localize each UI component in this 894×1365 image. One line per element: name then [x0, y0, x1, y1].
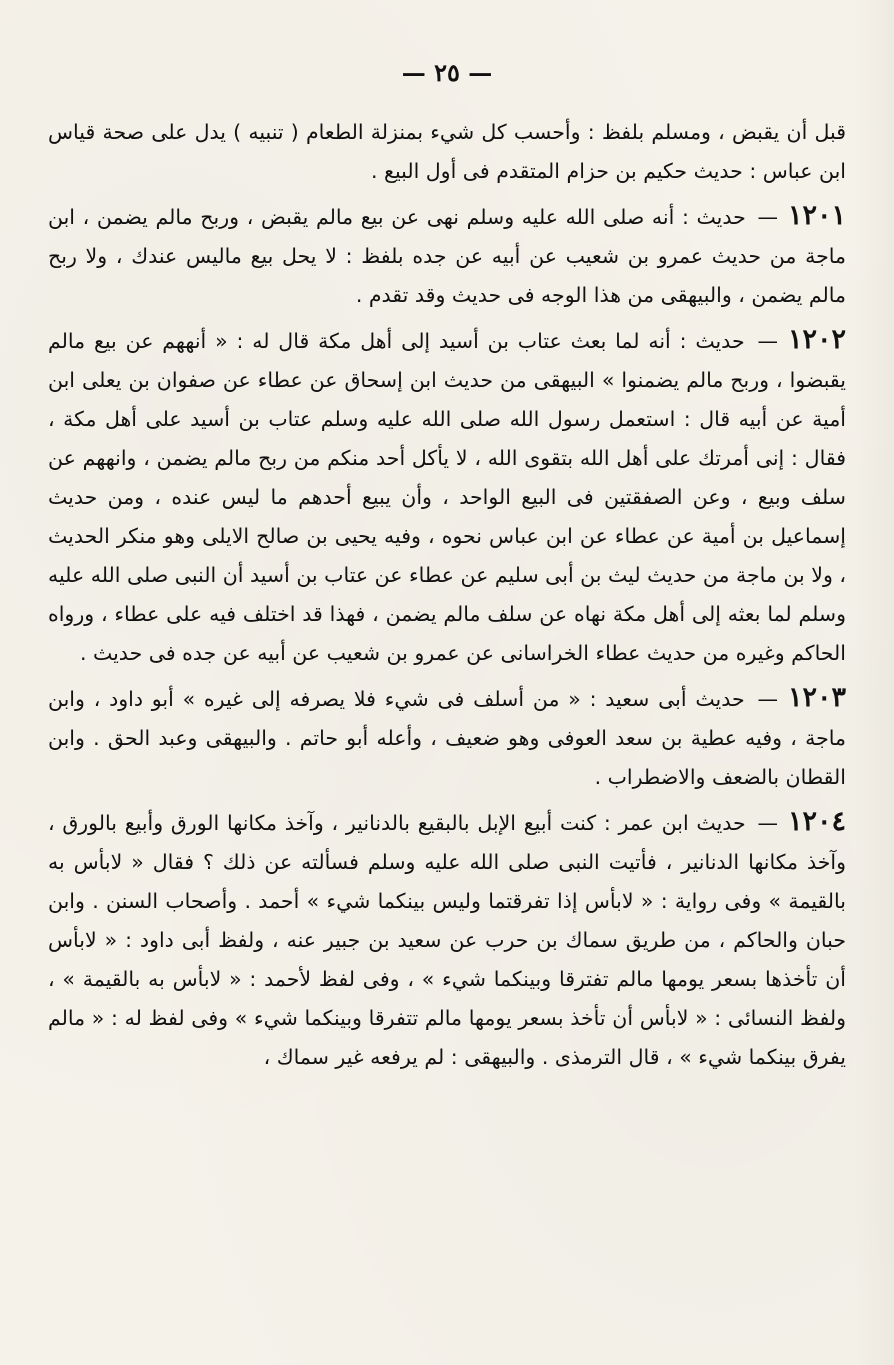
hadith-number: ١٢٠٤: [787, 806, 846, 837]
paragraph-text: حديث : أنه لما بعث عتاب بن أسيد إلى أهل مكة قال له : « أنههم عن بيع مالم يقبضوا ، وربح مالم يضمنوا » البيهقى من حديث ابن إسحاق عن عطاء عن صفوان بن يعلى ابن أمية عن أبيه قال : استعمل رسول الله صلى الله عليه وسلم عتاب بن أسيد على أهل مكة ، فقال : إنى أمرتك على أهل الله بتقوى الله ، لا يأكل أحد منكم من ربح مالم يضمن ، وانههم عن سلف وبيع ، وعن الصفقتين فى البيع الواحد ، وأن يبيع أحدهم ما ليس عنده ، ومن حديث إسماعيل بن أمية عن عطاء عن ابن عباس نحوه ، وفيه يحيى بن صالح الايلى وهو منكر الحديث ، ولا بن ماجة من حديث ليث بن أبى سليم عن عطاء عن عتاب بن أسيد أن النبى صلى الله عليه وسلم لما بعثه إلى أهل مكة نهاه عن سلف مالم يضمن ، فهذا قد اختلف فيه على عطاء ، ورواه الحاكم وغيره من حديث عطاء الخراسانى عن عمرو بن شعيب عن أبيه عن جده فى حديث .: [48, 329, 846, 665]
hadith-1202: [48, 320, 846, 673]
page-body: [48, 113, 846, 1077]
paragraph-text: حديث : أنه صلى الله عليه وسلم نهى عن بيع مالم يقبض ، وربح مالم يضمن ، ابن ماجة من حديث عمرو بن شعيب عن أبيه عن جده بلفظ : لا يحل بيع ماليس عندك ، ولا ربح مالم يضمن ، والبيهقى من هذا الوجه فى حديث وقد تقدم .: [48, 205, 846, 307]
hadith-1204: [48, 802, 846, 1077]
separator-dash: —: [757, 329, 778, 353]
paragraph-text: حديث ابن عمر : كنت أبيع الإبل بالبقيع بالدنانير ، وآخذ مكانها الورق وأبيع بالورق ، وآخذ مكانها الدنانير ، فأتيت النبى صلى الله عليه وسلم فسألته عن ذلك ؟ فقال « لابأس به بالقيمة » وفى رواية : « لابأس إذا تفرقتما وليس بينكما شيء » أحمد . وأصحاب السنن . وابن حبان والحاكم ، من طريق سماك بن حرب عن سعيد بن جبير عنه ، ولفظ أبى داود : « لابأس أن تأخذها بسعر يومها مالم تفترقا وبينكما شيء » ، وفى لفظ لأحمد : « لابأس به بالقيمة » ، ولفظ النسائى : « لابأس أن تأخذ بسعر يومها مالم تتفرقا وبينكما شيء » وفى لفظ له : « مالم يفرق بينكما شيء » ، قال الترمذى . والبيهقى : لم يرفعه غير سماك ،: [48, 811, 846, 1069]
hadith-1201: [48, 196, 846, 315]
page-number: — ٢٥ —: [401, 58, 493, 87]
hadith-number: ١٢٠٣: [787, 682, 846, 713]
hadith-1203: [48, 678, 846, 797]
hadith-number: ١٢٠٢: [787, 324, 846, 355]
paragraph-continuation: [48, 113, 846, 191]
separator-dash: —: [757, 687, 778, 711]
page-edge-shadow: [854, 0, 894, 1365]
separator-dash: —: [757, 811, 778, 835]
separator-dash: —: [757, 205, 778, 229]
hadith-number: ١٢٠١: [787, 200, 846, 231]
paragraph-text: حديث أبى سعيد : « من أسلف فى شيء فلا يصرفه إلى غيره » أبو داود ، وابن ماجة ، وفيه عطية بن سعد العوفى وهو ضعيف ، وأعله أبو حاتم . والبيهقى وعبد الحق . وابن القطان بالضعف والاضطراب .: [48, 687, 846, 789]
paragraph-text: قبل أن يقبض ، ومسلم بلفظ : وأحسب كل شيء بمنزلة الطعام ( تنبيه ) يدل على صحة قياس ابن عباس : حديث حكيم بن حزام المتقدم فى أول البيع .: [48, 120, 846, 183]
